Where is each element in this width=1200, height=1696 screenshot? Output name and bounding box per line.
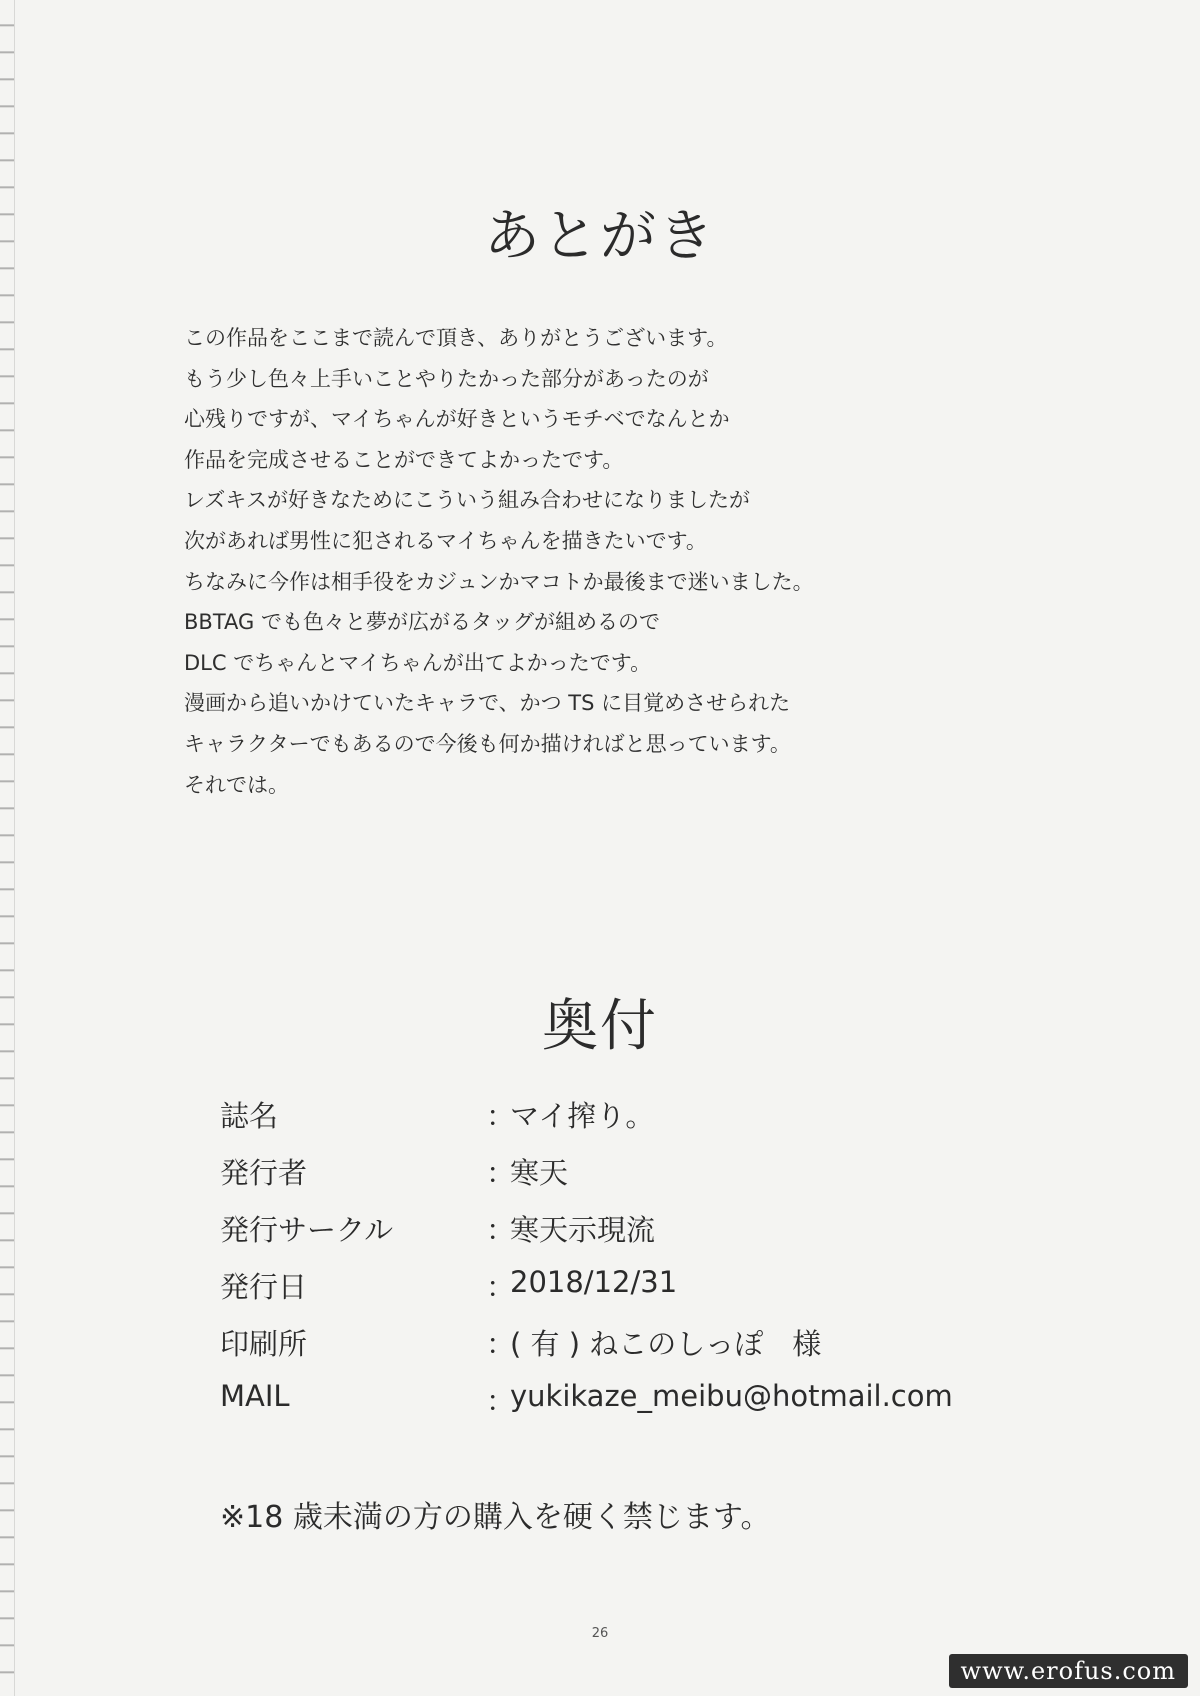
colophon-separator: ： xyxy=(486,1384,516,1418)
colophon-label: 発行者 xyxy=(220,1156,308,1190)
colophon-value: 2018/12/31 xyxy=(510,1265,678,1299)
afterword-line: 作品を完成させることができてよかったです。 xyxy=(184,447,624,472)
afterword-line: 漫画から追いかけていたキャラで、かつ TS に目覚めさせられた xyxy=(184,691,791,716)
page-number: 26 xyxy=(591,1626,609,1641)
afterword-line: レズキスが好きなためにこういう組み合わせになりましたが xyxy=(184,488,750,513)
afterword-line: それでは。 xyxy=(184,772,289,797)
colophon-label: MAIL xyxy=(220,1379,290,1413)
colophon-row-publisher xyxy=(220,1151,980,1208)
afterword-line: 心残りですが、マイちゃんが好きというモチベでなんとか xyxy=(184,407,730,432)
colophon-separator: ： xyxy=(486,1156,516,1190)
colophon-label: 印刷所 xyxy=(220,1327,308,1361)
colophon-separator: ： xyxy=(486,1213,516,1247)
colophon-value: ( 有 ) ねこのしっぽ 様 xyxy=(510,1327,822,1361)
colophon-label: 発行日 xyxy=(220,1270,308,1304)
afterword-line: もう少し色々上手いことやりたかった部分があったのが xyxy=(184,366,709,391)
colophon-row-printer xyxy=(220,1322,980,1379)
watermark-logo: www.erofus.com xyxy=(949,1654,1188,1688)
colophon-separator: ： xyxy=(486,1327,516,1361)
afterword-line: キャラクターでもあるので今後も何か描ければと思っています。 xyxy=(184,731,791,756)
colophon-row-circle xyxy=(220,1208,980,1265)
colophon-row-title xyxy=(220,1094,980,1151)
afterword-line: この作品をここまで読んで頂き、ありがとうございます。 xyxy=(184,326,728,350)
colophon-value: 寒天示現流 xyxy=(510,1213,656,1247)
afterword-line: DLC でちゃんとマイちゃんが出てよかったです。 xyxy=(184,650,652,675)
colophon-row-date xyxy=(220,1265,980,1322)
afterword-body xyxy=(184,318,1004,805)
afterword-line: ちなみに今作は相手役をカジュンかマコトか最後まで迷いました。 xyxy=(184,569,814,594)
colophon-value: 寒天 xyxy=(510,1156,569,1190)
colophon-separator: ： xyxy=(486,1099,516,1133)
colophon-label: 発行サークル xyxy=(220,1213,394,1247)
colophon-mail-value: yukikaze_meibu@hotmail.com xyxy=(510,1379,953,1413)
afterword-line: BBTAG でも色々と夢が広がるタッグが組めるので xyxy=(184,610,660,635)
age-restriction-notice: ※18 歳未満の方の購入を硬く禁じます。 xyxy=(220,1500,771,1535)
colophon-table xyxy=(220,1094,980,1436)
colophon-label: 誌名 xyxy=(220,1099,279,1133)
colophon-value: マイ搾り。 xyxy=(510,1099,655,1133)
afterword-line: 次があれば男性に犯されるマイちゃんを描きたいです。 xyxy=(184,528,707,553)
afterword-title: あとがき xyxy=(484,204,716,269)
colophon-separator: ： xyxy=(486,1270,516,1304)
colophon-title: 奥付 xyxy=(542,994,658,1059)
colophon-row-mail xyxy=(220,1379,980,1436)
